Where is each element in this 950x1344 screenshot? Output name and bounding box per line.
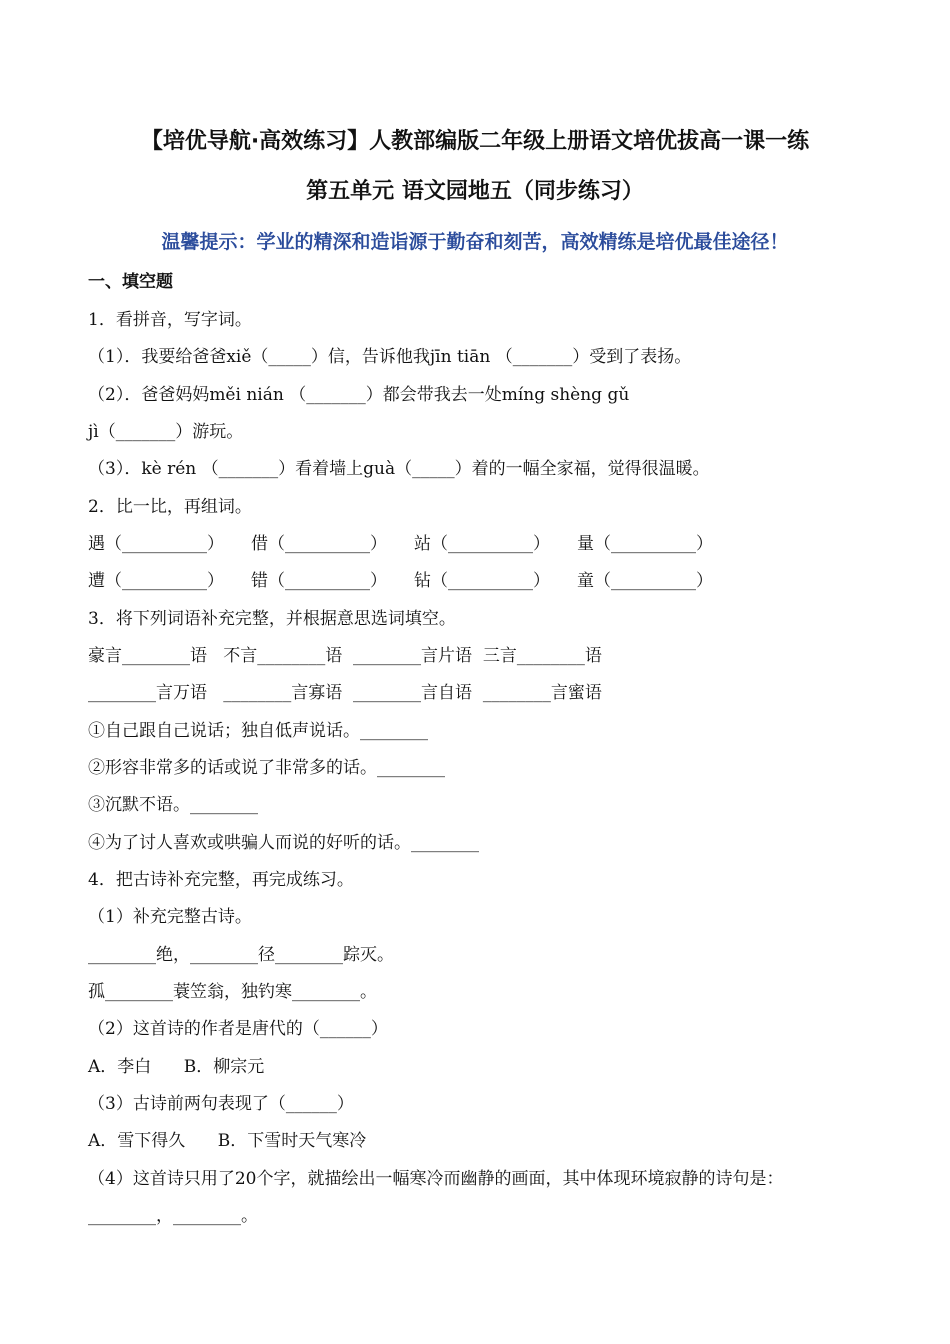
- q2-row-2: 遭（__________） 错（__________） 钻（__________） 童（__________）: [88, 571, 714, 591]
- q4-sub-4: （4）这首诗只用了20个字，就描绘出一幅寒冷而幽静的画面，其中体现环境寂静的诗句是：: [88, 1169, 784, 1189]
- q1-item-2: （2）．爸爸妈妈měi nián （_______）都会带我去一处míng shèng gǔ: [88, 385, 630, 405]
- q1-item-3: （3）．kè rén （_______）看着墙上guà（_____）着的一幅全家福，觉得很温暖。: [88, 459, 710, 479]
- section-heading: 一、填空题: [88, 272, 173, 292]
- page-subtitle: 第五单元 语文园地五（同步练习）: [306, 179, 644, 204]
- q4-sub-3: （3）古诗前两句表现了（______）: [88, 1094, 354, 1114]
- q3-row-2: ________言万语 ________言寡语 ________言自语 ________言蜜语: [88, 683, 602, 703]
- tip-banner: 温馨提示：学业的精深和造诣源于勤奋和刻苦，高效精练是培优最佳途径！: [161, 231, 789, 253]
- q3-sub-3: ③沉默不语。________: [88, 795, 258, 815]
- poem-line-2: 孤________蓑笠翁，独钓寒________。: [88, 982, 377, 1002]
- question-3: 3．将下列词语补充完整，并根据意思选词填空。: [88, 609, 456, 629]
- q3-sub-4: ④为了讨人喜欢或哄骗人而说的好听的话。________: [88, 833, 479, 853]
- q1-item-1: （1）．我要给爸爸xiě（_____）信，告诉他我jīn tiān （_______）受到了表扬。: [88, 347, 692, 367]
- page-title: 【培优导航·高效练习】人教部编版二年级上册语文培优拔高一课一练: [140, 129, 810, 154]
- q4-sub-4-answer: ________，________。: [88, 1206, 258, 1226]
- q3-sub-1: ①自己跟自己说话；独自低声说话。________: [88, 721, 428, 741]
- q4-sub-3-options: A．雪下得久 B．下雪时天气寒冷: [88, 1131, 367, 1151]
- q4-sub-2-options: A．李白 B．柳宗元: [88, 1057, 265, 1077]
- q3-sub-2: ②形容非常多的话或说了非常多的话。________: [88, 758, 445, 778]
- q1-item-2-cont: jì（_______）游玩。: [88, 422, 244, 442]
- question-2: 2．比一比，再组词。: [88, 497, 252, 517]
- q4-sub-2: （2）这首诗的作者是唐代的（______）: [88, 1019, 388, 1039]
- q2-row-1: 遇（__________） 借（__________） 站（__________） 量（__________）: [88, 534, 714, 554]
- q3-row-1: 豪言________语 不言________语 ________言片语 三言________语: [88, 646, 602, 666]
- question-4: 4．把古诗补充完整，再完成练习。: [88, 870, 354, 890]
- poem-line-1: ________绝，________径________踪灭。: [88, 945, 394, 965]
- q4-sub-1: （1）补充完整古诗。: [88, 907, 252, 927]
- question-1: 1．看拼音，写字词。: [88, 310, 252, 330]
